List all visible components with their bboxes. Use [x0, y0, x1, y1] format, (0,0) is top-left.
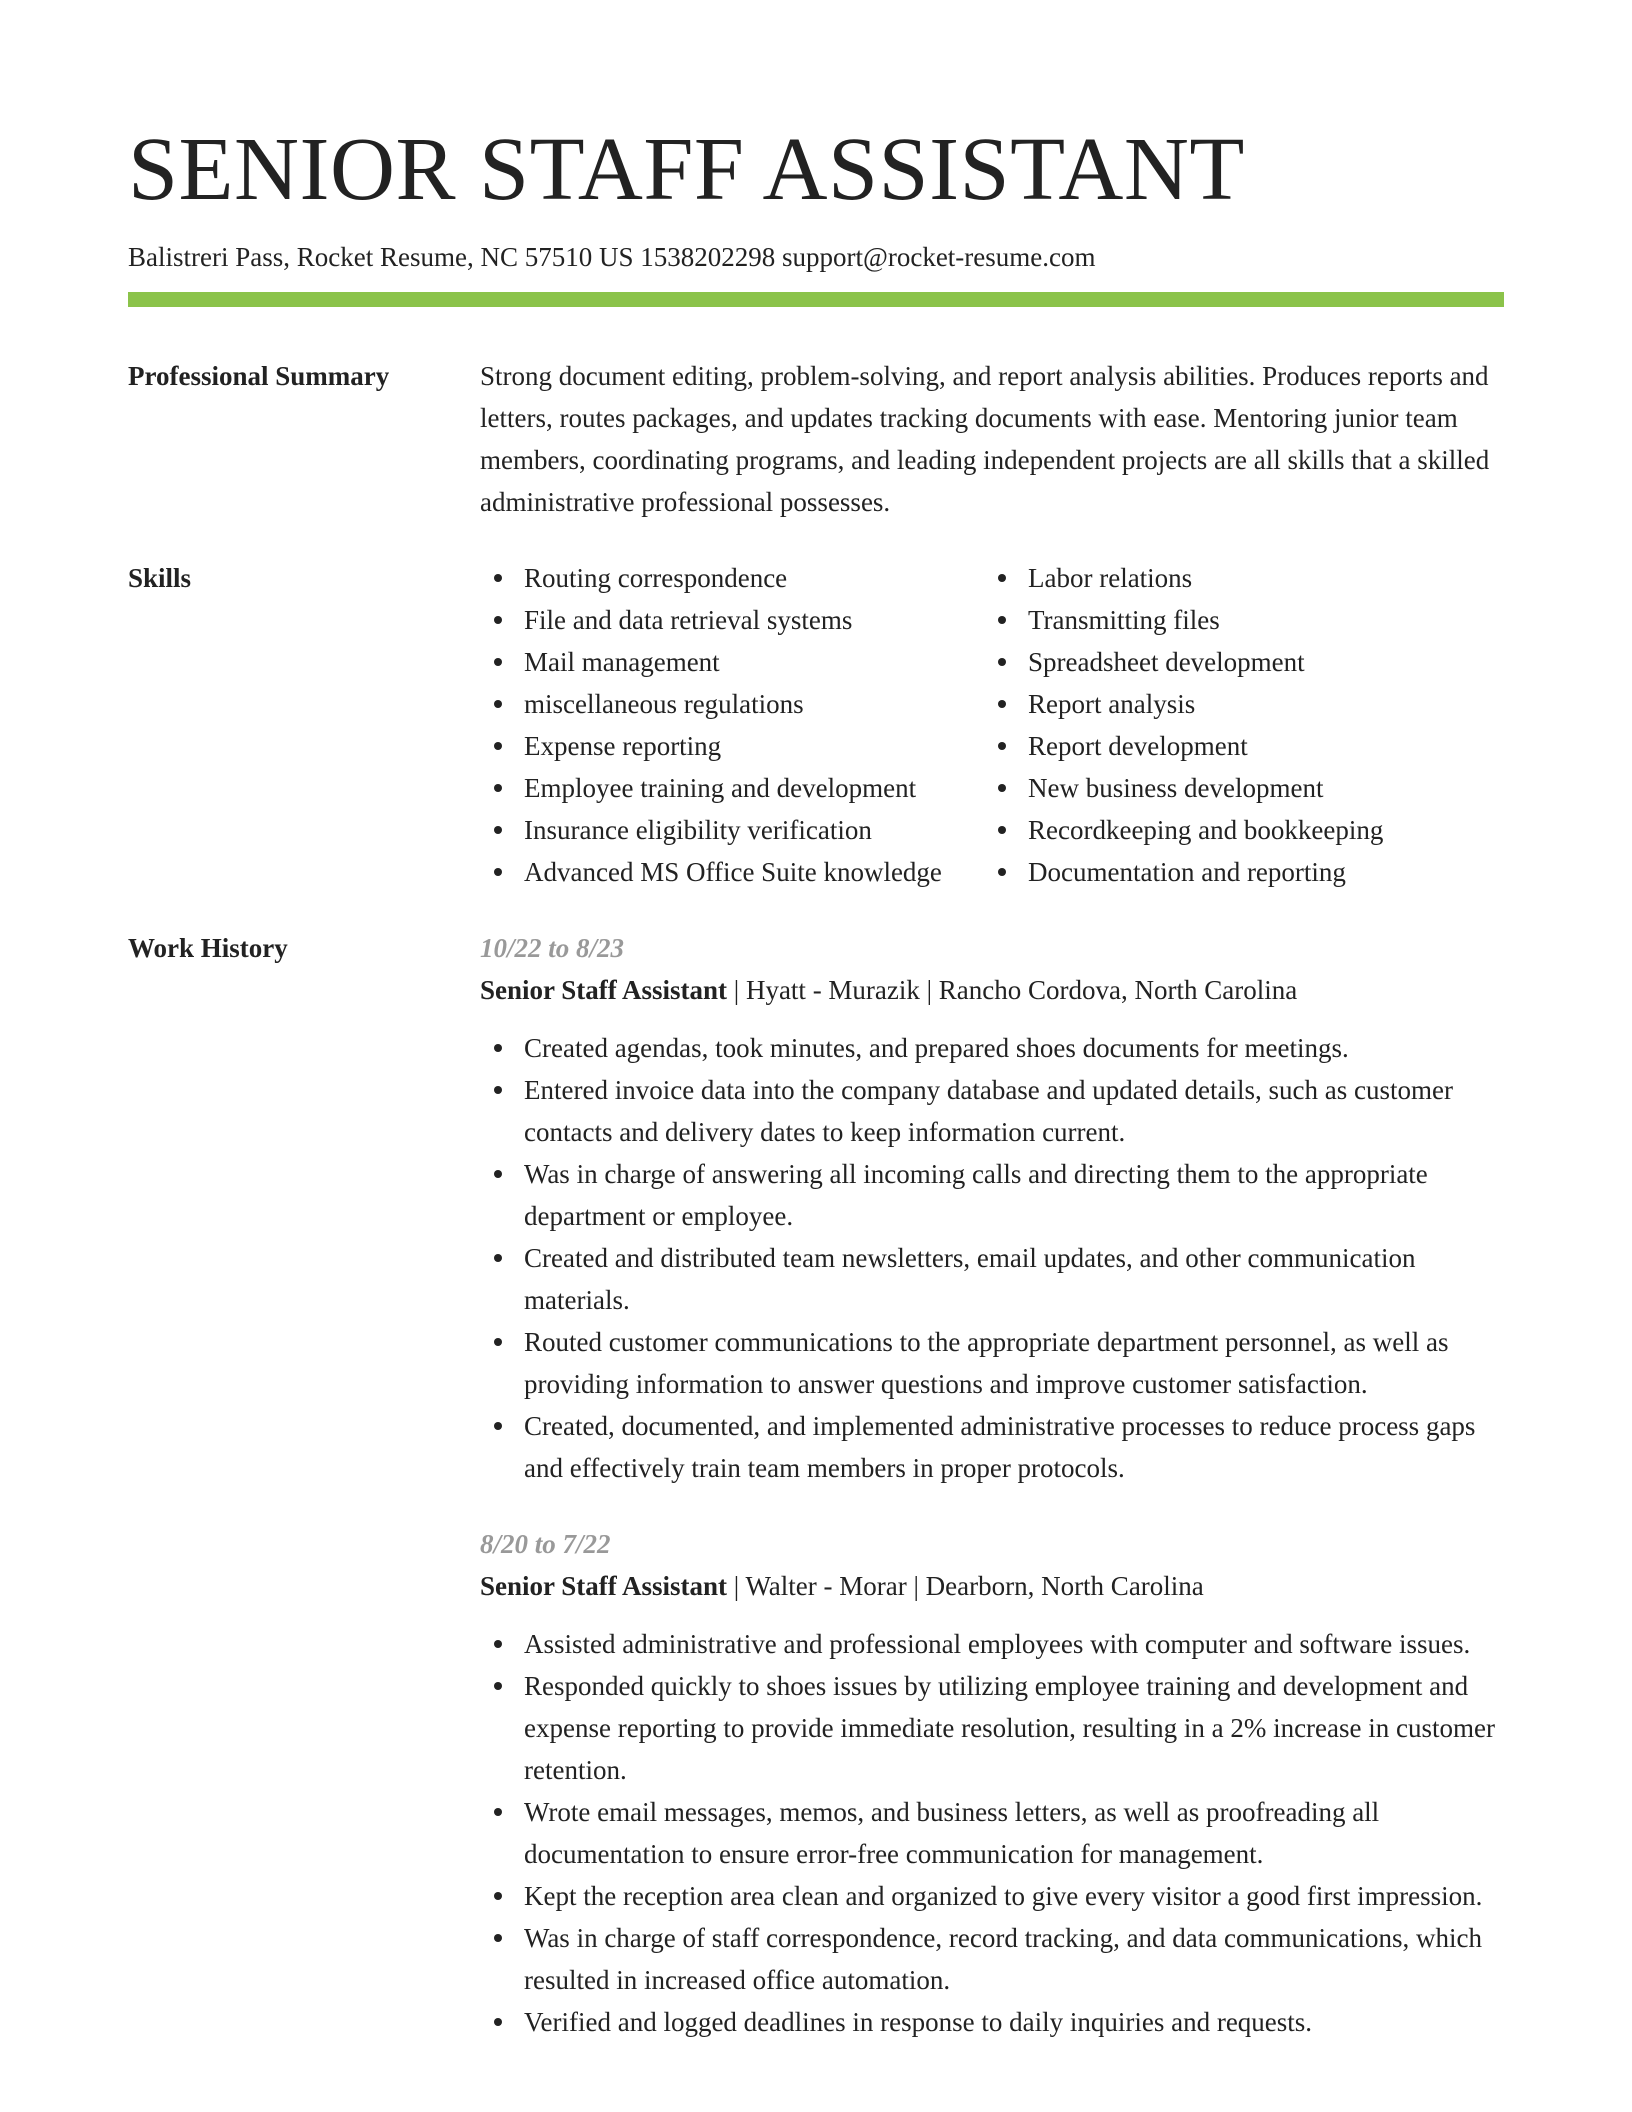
- bullet-dot-icon: [494, 1892, 502, 1900]
- skill-item-text: miscellaneous regulations: [524, 689, 804, 719]
- bullet-dot-icon: [494, 1254, 502, 1262]
- skills-column-right: [984, 557, 1383, 893]
- work-history-heading: Work History: [128, 933, 288, 963]
- skill-item-text: Recordkeeping and bookkeeping: [1028, 815, 1384, 845]
- skills-heading: Skills: [128, 563, 192, 593]
- skill-item-text: Expense reporting: [524, 731, 722, 761]
- job-entry: [480, 1523, 1504, 2043]
- skills-grid: [480, 557, 1504, 893]
- contact-address: Balistreri Pass, Rocket Resume, NC 57510 US: [128, 242, 634, 272]
- skill-item-text: Labor relations: [1028, 563, 1193, 593]
- job-dates: 10/22 to 8/23: [480, 933, 625, 963]
- job-duties-list: [480, 1623, 1504, 2043]
- job-duty-item: [480, 2001, 1504, 2043]
- job-duty-item: [480, 1791, 1504, 1875]
- bullet-dot-icon: [494, 574, 502, 582]
- bullet-dot-icon: [998, 868, 1006, 876]
- bullet-dot-icon: [998, 826, 1006, 834]
- job-title-line: [480, 1565, 1504, 1607]
- bullet-dot-icon: [494, 868, 502, 876]
- skill-item: [984, 599, 1383, 641]
- bullet-dot-icon: [998, 658, 1006, 666]
- job-duty-item: [480, 1917, 1504, 2001]
- job-duty-item-text: Routed customer communications to the appropriate department personnel, as well as providing information to answer questions and improve customer satisfaction.: [524, 1327, 1449, 1399]
- bullet-dot-icon: [494, 1640, 502, 1648]
- bullet-dot-icon: [494, 658, 502, 666]
- bullet-dot-icon: [998, 700, 1006, 708]
- job-duty-item-text: Entered invoice data into the company database and updated details, such as customer contacts and delivery dates to keep information current.: [524, 1075, 1453, 1147]
- skill-item-text: Report development: [1028, 731, 1248, 761]
- job-duty-item: [480, 1321, 1504, 1405]
- job-duty-item-text: Kept the reception area clean and organized to give every visitor a good first impression.: [524, 1881, 1483, 1911]
- summary-heading: Professional Summary: [128, 361, 390, 391]
- job-duty-item-text: Was in charge of staff correspondence, record tracking, and data communications, which resulted in increased office automation.: [524, 1923, 1482, 1995]
- job-duty-item-text: Verified and logged deadlines in response to daily inquiries and requests.: [524, 2007, 1313, 2037]
- skill-item-text: Employee training and development: [524, 773, 917, 803]
- skill-item: [480, 767, 984, 809]
- skills-column-left: [480, 557, 984, 893]
- skill-item-text: Report analysis: [1028, 689, 1196, 719]
- job-duty-item-text: Created agendas, took minutes, and prepared shoes documents for meetings.: [524, 1033, 1349, 1063]
- bullet-dot-icon: [494, 1934, 502, 1942]
- skill-item: [984, 809, 1383, 851]
- bullet-dot-icon: [494, 1170, 502, 1178]
- bullet-dot-icon: [494, 616, 502, 624]
- header-divider: [128, 292, 1504, 307]
- bullet-dot-icon: [998, 784, 1006, 792]
- job-duty-item: [480, 1027, 1504, 1069]
- job-duty-item-text: Was in charge of answering all incoming calls and directing them to the appropriate department or employee.: [524, 1159, 1428, 1231]
- job-duty-item: [480, 1153, 1504, 1237]
- bullet-dot-icon: [494, 826, 502, 834]
- job-duty-item: [480, 1237, 1504, 1321]
- work-history-body: [480, 927, 1504, 2043]
- skill-item-text: New business development: [1028, 773, 1324, 803]
- skill-item: [480, 851, 984, 893]
- bullet-dot-icon: [494, 1338, 502, 1346]
- job-title-line: [480, 969, 1504, 1011]
- skill-item-text: Spreadsheet development: [1028, 647, 1305, 677]
- skill-item-text: Documentation and reporting: [1028, 857, 1346, 887]
- job-duty-item: [480, 1623, 1504, 1665]
- job-duty-item-text: Responded quickly to shoes issues by utilizing employee training and development and expense reporting to provide immediate resolution, resulting in a 2% increase in customer retention.: [524, 1671, 1495, 1785]
- skill-item: [984, 851, 1383, 893]
- skill-item-text: Mail management: [524, 647, 720, 677]
- skill-item: [984, 767, 1383, 809]
- bullet-dot-icon: [494, 1422, 502, 1430]
- skill-item: [480, 557, 984, 599]
- skill-item-text: Advanced MS Office Suite knowledge: [524, 857, 942, 887]
- resume-name: SENIOR STAFF ASSISTANT: [128, 120, 1245, 219]
- summary-section: [128, 355, 1504, 523]
- job-duties-list: [480, 1027, 1504, 1489]
- contact-line: [128, 240, 1504, 274]
- bullet-dot-icon: [494, 1682, 502, 1690]
- bullet-dot-icon: [998, 616, 1006, 624]
- job-duty-item: [480, 1069, 1504, 1153]
- skills-body: [480, 557, 1504, 893]
- job-duty-item-text: Created and distributed team newsletters, email updates, and other communication materials.: [524, 1243, 1416, 1315]
- job-title: Senior Staff Assistant: [480, 975, 728, 1005]
- skill-item-text: Insurance eligibility verification: [524, 815, 872, 845]
- job-duty-item: [480, 1875, 1504, 1917]
- contact-email[interactable]: support@rocket-resume.com: [781, 242, 1096, 272]
- job-duty-item: [480, 1405, 1504, 1489]
- skills-section: [128, 557, 1504, 893]
- job-duty-item-text: Wrote email messages, memos, and business letters, as well as proofreading all documentation to ensure error-free communication for management.: [524, 1797, 1380, 1869]
- job-duty-item: [480, 1665, 1504, 1791]
- bullet-dot-icon: [494, 1808, 502, 1816]
- skill-item: [480, 599, 984, 641]
- bullet-dot-icon: [494, 2018, 502, 2026]
- skill-item: [984, 725, 1383, 767]
- skill-item: [984, 557, 1383, 599]
- skill-item: [480, 809, 984, 851]
- job-dates: 8/20 to 7/22: [480, 1529, 611, 1559]
- job-employer-details: | Hyatt - Murazik | Rancho Cordova, North Carolina: [727, 975, 1298, 1005]
- bullet-dot-icon: [998, 742, 1006, 750]
- skill-item: [984, 641, 1383, 683]
- bullet-dot-icon: [998, 574, 1006, 582]
- skill-item: [984, 683, 1383, 725]
- bullet-dot-icon: [494, 700, 502, 708]
- skill-item: [480, 683, 984, 725]
- skill-item: [480, 641, 984, 683]
- skill-item: [480, 725, 984, 767]
- contact-phone: 1538202298: [640, 242, 776, 272]
- bullet-dot-icon: [494, 742, 502, 750]
- job-duty-item-text: Created, documented, and implemented administrative processes to reduce process gaps and effectively train team members in proper protocols.: [524, 1411, 1476, 1483]
- bullet-dot-icon: [494, 784, 502, 792]
- job-duty-item-text: Assisted administrative and professional employees with computer and software issues.: [524, 1629, 1471, 1659]
- skill-item-text: File and data retrieval systems: [524, 605, 853, 635]
- skill-item-text: Routing correspondence: [524, 563, 788, 593]
- bullet-dot-icon: [494, 1086, 502, 1094]
- bullet-dot-icon: [494, 1044, 502, 1052]
- work-history-section: [128, 927, 1504, 2043]
- job-title: Senior Staff Assistant: [480, 1571, 728, 1601]
- skill-item-text: Transmitting files: [1028, 605, 1220, 635]
- job-entry: [480, 927, 1504, 1489]
- summary-text: Strong document editing, problem-solving, and report analysis abilities. Produces reports and letters, routes packages, and updates tracking documents with ease. Mentoring junior team members, coordinating programs, and leading independent projects are all skills that a skilled administrative professional possesses.: [480, 361, 1490, 517]
- job-employer-details: | Walter - Morar | Dearborn, North Carolina: [727, 1571, 1204, 1601]
